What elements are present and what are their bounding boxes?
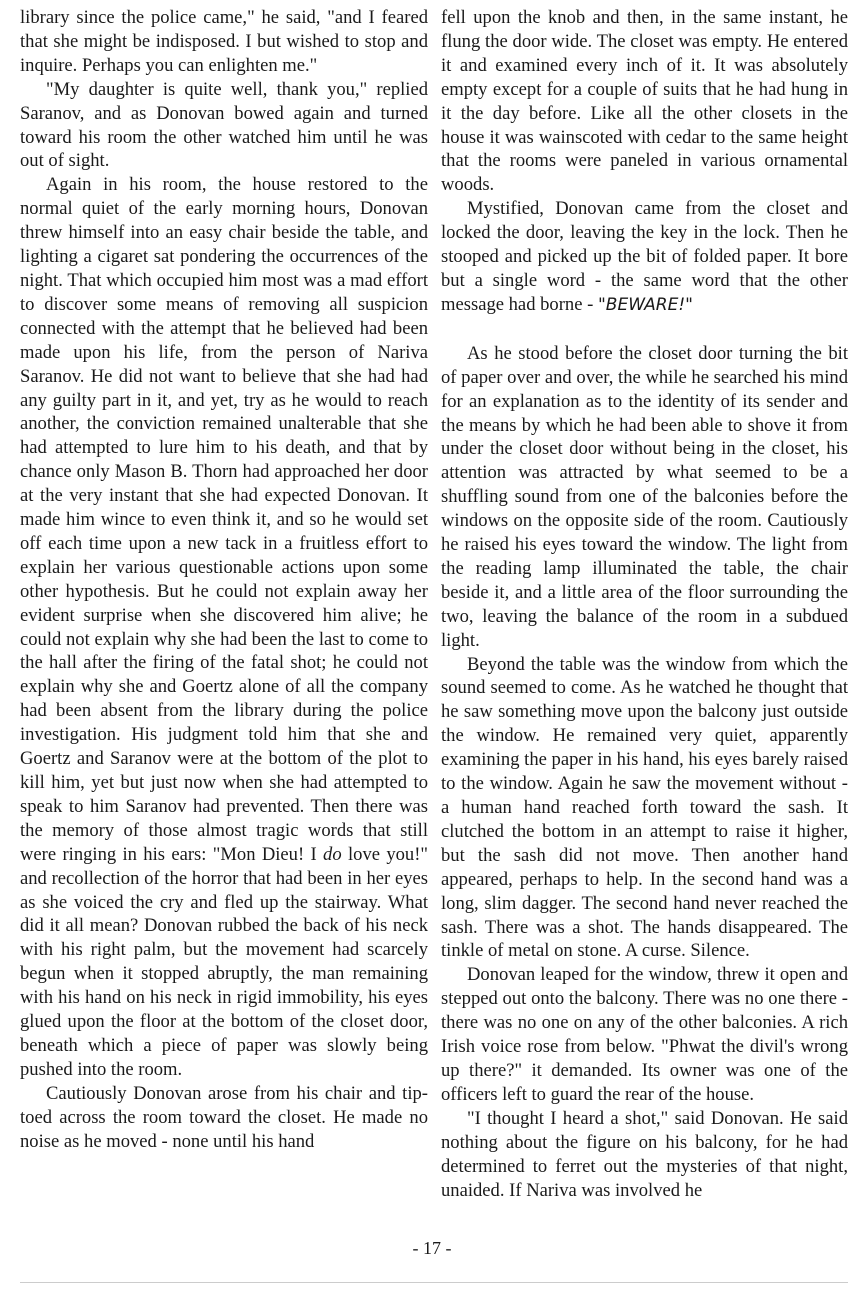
emphasis-text: do xyxy=(323,843,342,865)
paragraph-text: Mystified, Donovan came from the closet and locked the door, leaving the key in the lock. Then he stooped and picked up the bit of folded paper. It bore but a single word - the same word that the other message had borne - xyxy=(441,198,848,315)
paragraph: Beyond the table was the window from which the sound seemed to come. As he watched he thought that he saw something move upon the balcony just outside the window. He remained very quiet, apparently examining the paper in his hand, his eyes barely raised to the window. Again he saw the movement without - a human hand reached forth toward the sash. It clutched the bottom in an attempt to raise it higher, but the sash did not move. Then another hand appeared, perhaps to help. In the second hand was a long, slim dagger. The second hand never reached the sash. There was a shot. The hands disappeared. The tinkle of metal on stone. A curse. Silence. xyxy=(441,653,848,962)
paragraph: Donovan leaped for the window, threw it open and stepped out onto the balcony. There was no one there - there was no one on any of the other balconies. A rich Irish voice rose from below. "Phwat the divil's wrong up there?" it demanded. Its owner was one of the officers left to guard the rear of the house. xyxy=(441,964,848,1105)
paragraph: library since the police came," he said, "and I feared that she might be indisposed. I but wished to stop and inquire. Perhaps you can enlighten me." xyxy=(20,7,428,76)
page-number: - 17 - xyxy=(412,1238,452,1258)
paragraph: fell upon the knob and then, in the same instant, he flung the door wide. The closet was empty. He entered it and examined every inch of it. It was absolutely empty except for a couple of suits that he had hung in it the day before. Like all the other closets in the house it was wainscoted with cedar to the same height that the rooms were paneled in various ornamental woods. xyxy=(441,7,848,196)
paragraph: "I thought I heard a shot," said Donovan. He said nothing about the figure on his balcony, for he had determined to ferret out the mysteries of that night, unaided. If Nariva was involved he xyxy=(441,1107,848,1201)
paragraph-text: love you!" and recollection of the horror that had been in her eyes as she voiced the cry and fled up the stairway. What did it all mean? Donovan rubbed the back of his neck with his right palm, but the movement had scarcely begun when it stopped abruptly, the man remaining with his hand on his neck in rigid immobility, his eyes glued upon the floor at the bottom of the closet door, beneath which a piece of paper was slowly being pushed into the room. xyxy=(20,843,429,1080)
paragraph: Cautiously Donovan arose from his chair and tip-toed across the room toward the closet. He made no noise as he moved - none until his hand xyxy=(20,1082,428,1152)
paragraph xyxy=(20,173,428,1081)
page-edge-line xyxy=(20,1282,848,1283)
paragraph: "My daughter is quite well, thank you," replied Saranov, and as Donovan bowed again and turned toward his room the other watched him until he was out of sight. xyxy=(20,78,428,172)
paragraph: As he stood before the closet door turning the bit of paper over and over, the while he searched his mind for an explanation as to the identity of its sender and the means by which he had been able to shove it from under the closet door without being in the closet, his attention was attracted by what seemed to be a shuffling sound from one of the balconies before the windows on the opposite side of the room. Cautiously he raised his eyes toward the window. The light from the reading lamp illuminated the table, the chair beside it, and a little area of the floor surrounding the two, leaving the balance of the room in a subdued light. xyxy=(441,342,848,651)
paragraph xyxy=(441,197,848,318)
left-column xyxy=(20,6,428,1154)
paragraph-text: Again in his room, the house restored to the normal quiet of the early morning hours, Donovan threw himself into an easy chair beside the table, and lighting a cigaret sat pondering the occurrences of the night. That which occupied him most was a mad effort to discover some means of removing all suspicion connected with the attempt that he believed had been made upon his life, from the person of Nariva Saranov. He did not want to believe that she had had any guilty part in it, and yet, try as he would to reach another, the conviction remained unalterable that she had attempted to lure him to his death, and that by chance only Mason B. Thorn had approached her door at the very instant that she had expected Donovan. It made him wince to even think it, and so he would set off each time upon a new tack in a fruitless effort to explain her various questionable actions upon some other hypothesis. But he could not explain away her evident surprise when she discovered him alive; he could not explain why she had been the last to come to the hall after the firing of the fatal shot; he could not explain why she and Goertz alone of all the company had been absent from the library during the police investigation. His judgment told him that she and Goertz and Saranov were at the bottom of the plot to kill him, yet but just now when she had attempted to speak to him Saranov had prevented. Then there was the memory of those almost tragic words that still were ringing in his ears: "Mon Dieu! I xyxy=(20,174,428,865)
right-column xyxy=(441,6,848,1202)
section-break xyxy=(441,318,848,342)
beware-message: "BEWARE!" xyxy=(597,294,693,315)
